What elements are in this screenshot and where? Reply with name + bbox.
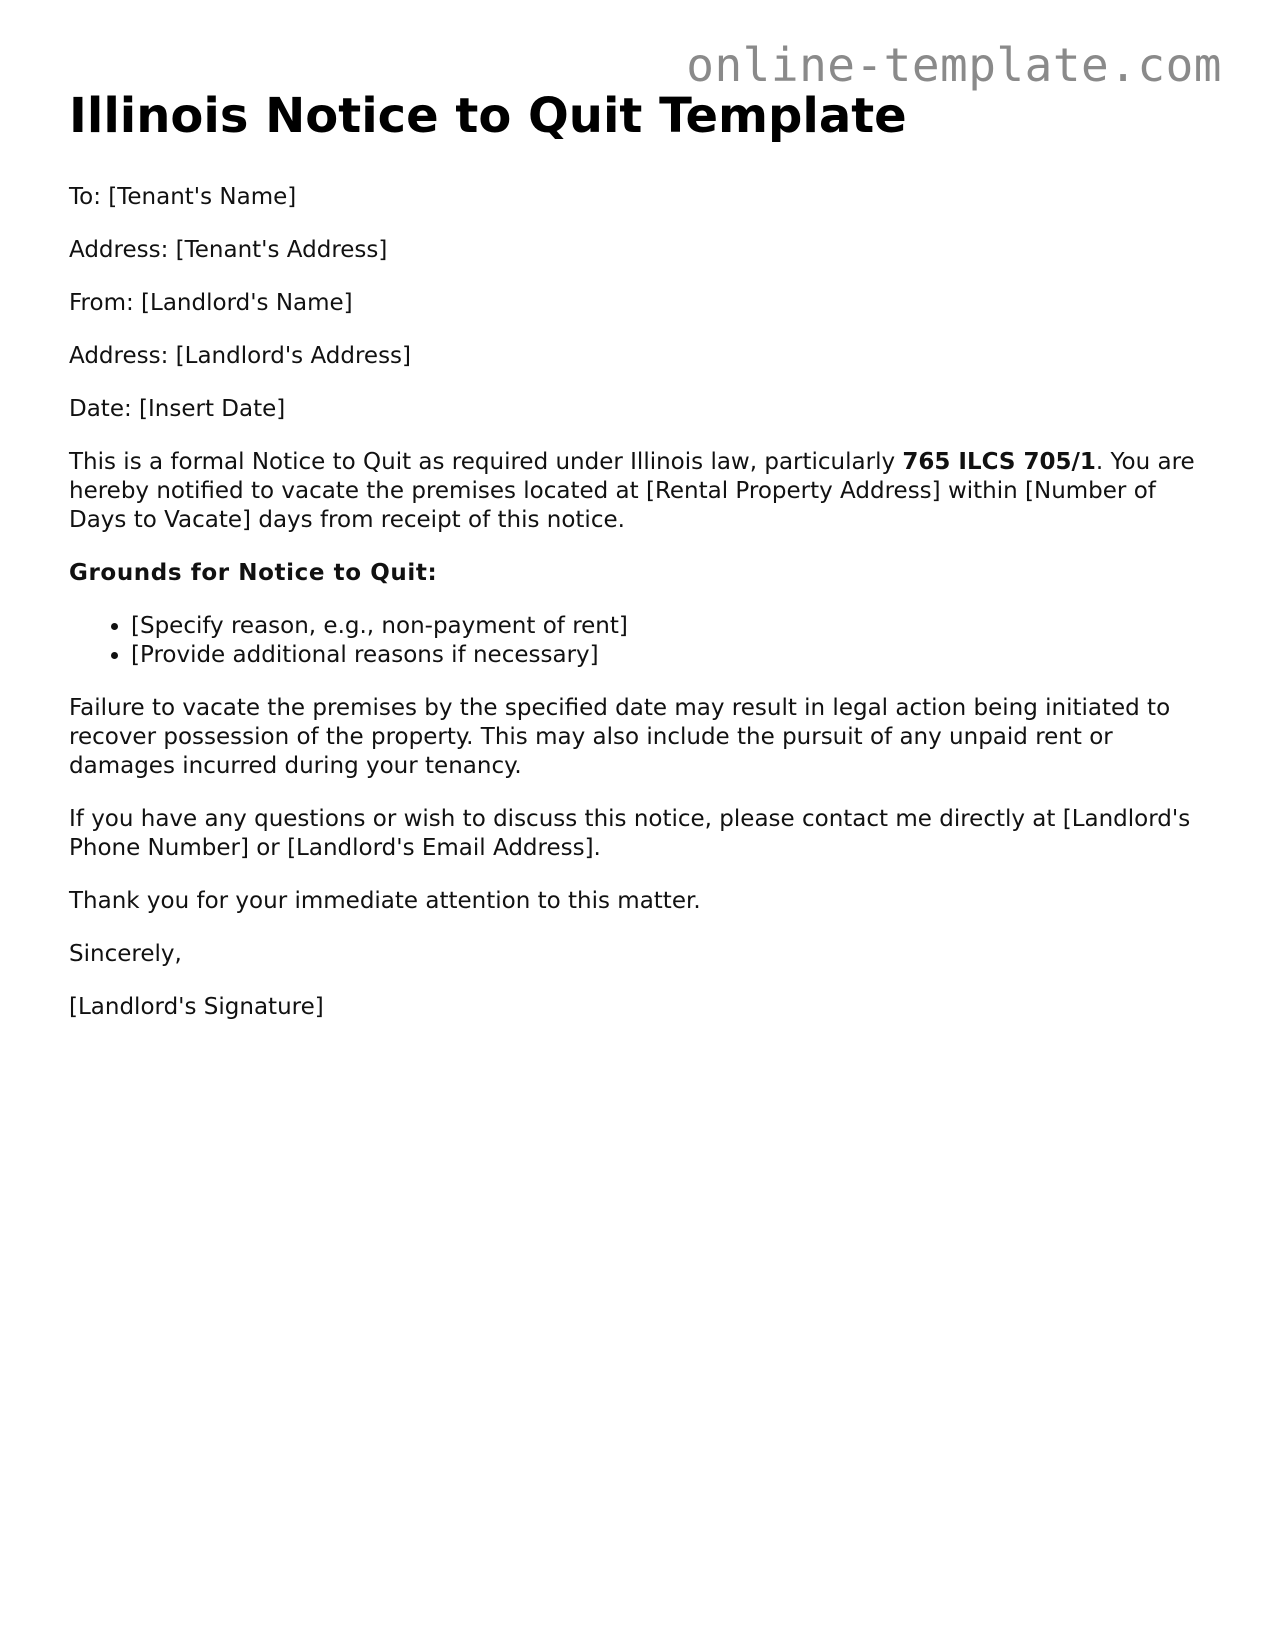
tenant-address-field: Address: [Tenant's Address]	[69, 237, 388, 263]
grounds-list	[69, 612, 1209, 670]
list-item: • [Specify reason, e.g., non-payment of rent]	[131, 612, 1209, 641]
landlord-address-field: Address: [Landlord's Address]	[69, 343, 412, 369]
intro-paragraph	[69, 448, 1209, 535]
page-title: Illinois Notice to Quit Template	[69, 88, 907, 144]
watermark: online-template.com	[686, 38, 1222, 92]
list-item: • [Provide additional reasons if necessary]	[131, 641, 1209, 670]
signature-line: [Landlord's Signature]	[69, 994, 324, 1020]
date-field: Date: [Insert Date]	[69, 396, 286, 422]
document-body	[69, 86, 1209, 1046]
to-field: To: [Tenant's Name]	[69, 184, 297, 210]
statute-reference: 765 ILCS 705/1	[902, 449, 1096, 475]
grounds-heading: Grounds for Notice to Quit:	[69, 560, 438, 586]
consequences-paragraph: Failure to vacate the premises by the specified date may result in legal action being initiated to recover possession of the property. This may also include the pursuit of any unpaid rent or damages incurred during your tenancy.	[69, 695, 1171, 779]
contact-paragraph: If you have any questions or wish to discuss this notice, please contact me directly at [Landlord's Phone Number] or [Landlord's Email Address].	[69, 806, 1191, 861]
intro-text-end: . You are hereby notified to vacate the premises located at [Rental Property Address] within [Number of Days to Vacate] days from receipt of this notice.	[69, 449, 1195, 533]
thanks-paragraph: Thank you for your immediate attention to this matter.	[69, 888, 701, 914]
closing: Sincerely,	[69, 941, 182, 967]
intro-text-start: This is a formal Notice to Quit as required under Illinois law, particularly	[69, 449, 903, 475]
from-field: From: [Landlord's Name]	[69, 290, 353, 316]
